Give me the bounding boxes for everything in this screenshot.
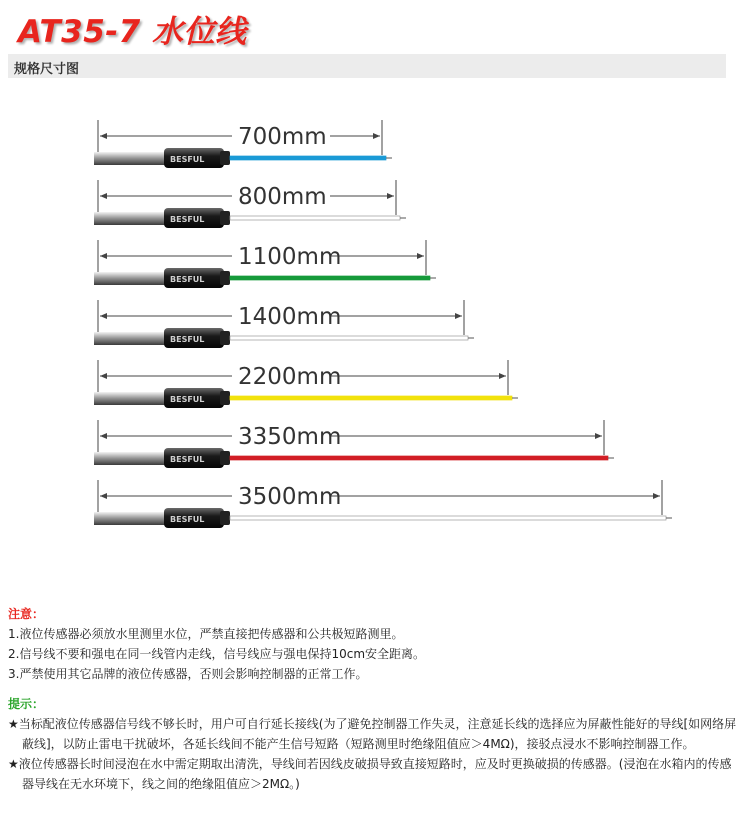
dimension-arrow-left [100, 313, 107, 319]
notes-heading: 注意： [8, 607, 45, 621]
brand-label: BESFUL [170, 395, 205, 404]
connector-tip [220, 271, 230, 285]
dimension-arrow-right [455, 313, 462, 319]
grey-cable [94, 212, 168, 225]
cable-row [94, 120, 392, 168]
dimension-arrow-left [100, 373, 107, 379]
colored-wire [230, 336, 468, 340]
length-label: 700mm [238, 124, 327, 150]
grey-cable [94, 152, 168, 165]
dimension-arrow-right [417, 253, 424, 259]
length-label: 3350mm [238, 424, 342, 450]
length-label: 800mm [238, 184, 327, 210]
cable-row [94, 480, 672, 528]
colored-wire [230, 516, 666, 520]
connector-tip [220, 211, 230, 225]
brand-label: BESFUL [170, 455, 205, 464]
connector-tip [220, 511, 230, 525]
brand-label: BESFUL [170, 155, 205, 164]
length-label: 3500mm [238, 484, 342, 510]
length-label: 2200mm [238, 364, 342, 390]
colored-wire [230, 276, 430, 280]
connector-tip [220, 331, 230, 345]
section-label: 规格尺寸图 [14, 62, 80, 77]
cable-row [94, 420, 614, 468]
tip-item: ★液位传感器长时间浸泡在水中需定期取出清洗，导线间若因线皮破损导致直接短路时，应及时更换破损的传感器。(浸泡在水箱内的传感器导线在无水环境下，线之间的绝缘阻值应＞2MΩ。) [8, 757, 732, 791]
grey-cable [94, 452, 168, 465]
note-item: 2.信号线不要和强电在同一线管内走线，信号线应与强电保持10cm安全距离。 [8, 647, 426, 661]
brand-label: BESFUL [170, 515, 205, 524]
note-item: 3.严禁使用其它品牌的液位传感器，否则会影响控制器的正常工作。 [8, 667, 368, 681]
colored-wire [230, 156, 386, 160]
length-label: 1100mm [238, 244, 342, 270]
notes-section [8, 604, 738, 794]
grey-cable [94, 512, 168, 525]
length-label: 1400mm [238, 304, 342, 330]
grey-cable [94, 392, 168, 405]
cable-row [94, 360, 518, 408]
dimension-arrow-left [100, 253, 107, 259]
dimension-arrow-right [595, 433, 602, 439]
tips-heading: 提示： [8, 697, 45, 711]
colored-wire [230, 456, 608, 460]
connector-tip [220, 151, 230, 165]
colored-wire [230, 216, 400, 220]
cable-row [94, 180, 406, 228]
cable-row [94, 300, 474, 348]
connector-tip [220, 391, 230, 405]
brand-label: BESFUL [170, 275, 205, 284]
cable-row [94, 240, 436, 288]
tip-item: ★当标配液位传感器信号线不够长时，用户可自行延长接线(为了避免控制器工作失灵，注意延长线的选择应为屏蔽性能好的导线[如网络屏蔽线]，以防止雷电干扰破坏，各延长线间不能产生信号短路（短路测里时绝缘阻值应＞4MΩ)，接驳点浸水不影响控制器工作。 [8, 717, 737, 751]
dimension-arrow-right [653, 493, 660, 499]
grey-cable [94, 272, 168, 285]
grey-cable [94, 332, 168, 345]
brand-label: BESFUL [170, 215, 205, 224]
dimension-arrow-left [100, 133, 107, 139]
connector-tip [220, 451, 230, 465]
cable-dimension-diagram [0, 100, 750, 560]
brand-label: BESFUL [170, 335, 205, 344]
page-title: AT35-7 水位线 [18, 14, 247, 50]
dimension-arrow-right [387, 193, 394, 199]
note-item: 1.液位传感器必须放水里测里水位，严禁直接把传感器和公共极短路测里。 [8, 627, 404, 641]
dimension-arrow-right [499, 373, 506, 379]
colored-wire [230, 396, 512, 400]
dimension-arrow-left [100, 433, 107, 439]
dimension-arrow-left [100, 193, 107, 199]
dimension-arrow-right [373, 133, 380, 139]
section-header [8, 54, 726, 78]
dimension-arrow-left [100, 493, 107, 499]
